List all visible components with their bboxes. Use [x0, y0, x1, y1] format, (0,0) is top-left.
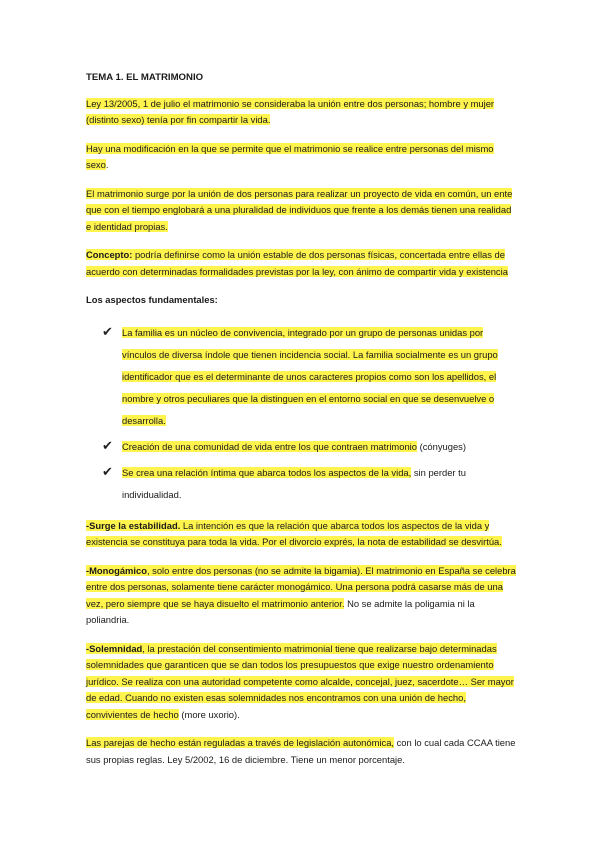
plain-text: . — [105, 159, 109, 170]
list-item — [102, 322, 516, 432]
highlighted-text: Las parejas de hecho están reguladas a través de legislación autonómica, — [86, 737, 395, 748]
document-body — [86, 70, 516, 780]
paragraph-matrimonio-surge — [86, 186, 516, 236]
aspects-list — [86, 322, 516, 506]
plain-text: No se admite la poligamia ni la poliandria. — [86, 597, 475, 625]
check-icon: ✔ — [102, 438, 113, 454]
solemnidad-label: -Solemnidad — [86, 642, 143, 654]
estabilidad-text: La intención es que la relación que abarca todos los aspectos de la vida y existencia se constituya para toda la vida. Por el divorcio exprés, la nota de estabilidad se desvirtúa. — [86, 519, 502, 547]
aspects-heading: Los aspectos fundamentales: — [86, 294, 218, 305]
solemnidad-text: , la prestación del consentimiento matrimonial tiene que realizarse bajo determinadas solemnidades que garanticen que se dan todos los presupuestos que exige nuestro ordenamiento jurídico. Se realiza con una autoridad competente como alcalde, concejal, juez, sacerdote… Ser mayor de edad. Cuando no existen esas solemnidades nos encontramos con una unión de hecho, convivientes de hecho — [86, 642, 514, 720]
plain-text: con lo cual cada CCAA tiene sus propias reglas. Ley 5/2002, 16 de diciembre. Tiene un menor porcentaje. — [86, 737, 516, 765]
paragraph-solemnidad — [86, 641, 516, 724]
paragraph-estabilidad — [86, 518, 516, 551]
highlighted-text: El matrimonio surge por la unión de dos personas para realizar un proyecto de vida en común, un ente que con el tiempo englobará a una pluralidad de individuos que frente a los demás tienen una realidad e identidad propias. — [86, 187, 513, 232]
list-item — [102, 436, 516, 458]
plain-text: (more uxorio). — [178, 708, 240, 720]
check-icon: ✔ — [102, 464, 113, 480]
monogamico-text: , solo entre dos personas (no se admite la bigamia). El matrimonio en España se celebra entre dos personas, solamente tiene carácter monogámico. Una persona podrá casarse más de una vez, pero siempre que se haya disuelto el matrimonio anterior. — [86, 564, 516, 609]
check-icon: ✔ — [102, 324, 113, 340]
plain-text: sin perder tu individualidad. — [122, 466, 466, 500]
paragraph-modificacion — [86, 141, 516, 174]
estabilidad-label: -Surge la estabilidad. — [86, 519, 181, 531]
highlighted-text: Ley 13/2005, 1 de julio el matrimonio se consideraba la unión entre dos personas; hombre y mujer (distinto sexo) tenía por fin compartir la vida. — [86, 97, 495, 125]
plain-text: (cónyuges) — [416, 440, 466, 452]
paragraph-ley-2005 — [86, 96, 516, 129]
document-title: TEMA 1. EL MATRIMONIO — [86, 72, 204, 83]
list-item — [102, 462, 516, 506]
concepto-text: podría definirse como la unión estable de dos personas físicas, concertada entre ellas de acuerdo con determinadas formalidades previstas por la ley, con ánimo de compartir vida y existencia — [86, 249, 508, 277]
paragraph-parejas-de-hecho — [86, 735, 516, 768]
highlighted-text: Creación de una comunidad de vida entre los que contraen matrimonio — [122, 440, 417, 452]
paragraph-monogamico — [86, 563, 516, 629]
highlighted-text: La familia es un núcleo de convivencia, integrado por un grupo de personas unidas por vínculos de diversa índole que tienen incidencia social. La familia socialmente es un grupo identificador que es el determinante de unos caracteres propios como son los apellidos, el nombre y otros peculiares que la distinguen en el entorno social en que se desenvuelve o desarrolla. — [122, 326, 498, 426]
monogamico-label: -Monogámico — [86, 564, 147, 576]
concepto-label: Concepto: — [86, 249, 133, 260]
highlighted-text: Hay una modificación en la que se permite que el matrimonio se realice entre personas del mismo sexo — [86, 142, 494, 170]
highlighted-text: Se crea una relación íntima que abarca todos los aspectos de la vida, — [122, 466, 412, 478]
paragraph-concepto — [86, 247, 516, 280]
